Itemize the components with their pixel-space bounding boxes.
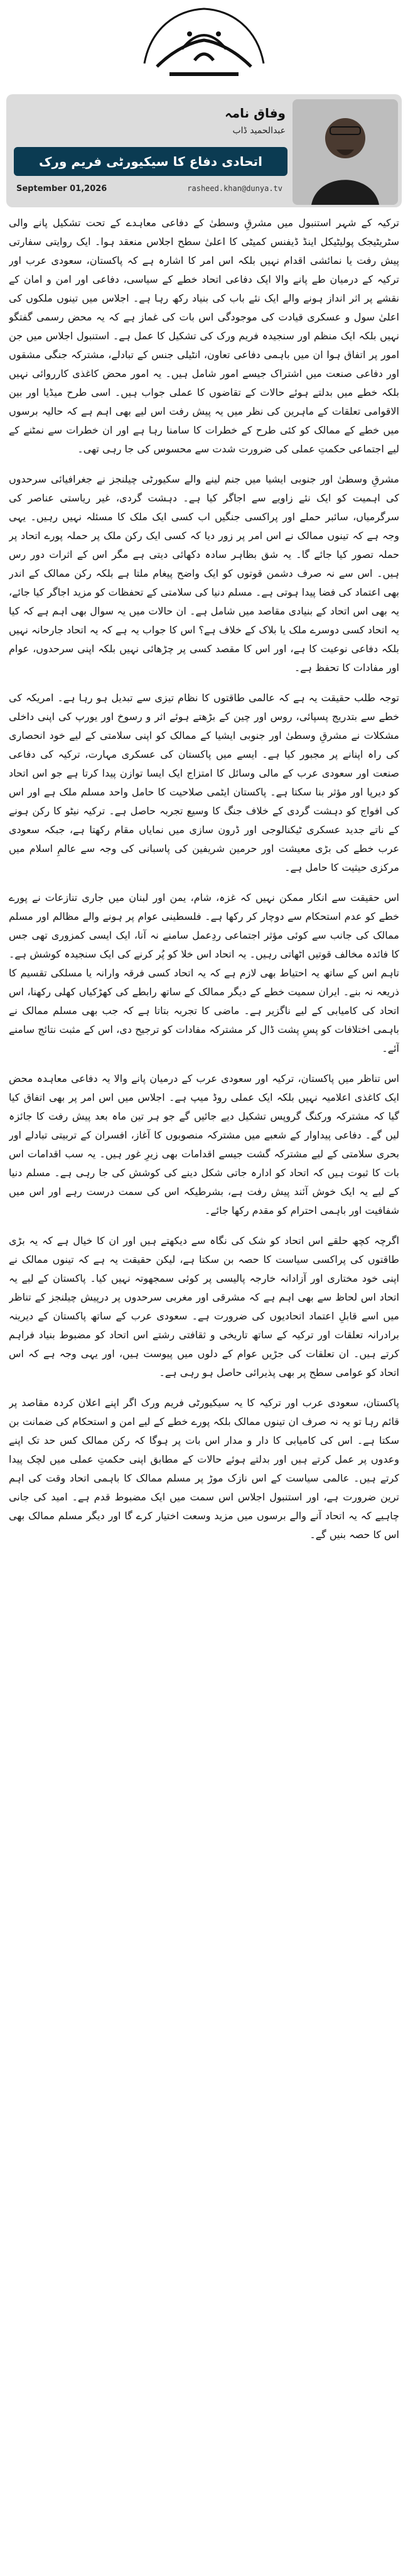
author-email: rasheed.khan@dunya.tv	[187, 184, 282, 193]
author-photo	[293, 99, 398, 205]
author-subtitle: عبدالحمید ڈاب	[232, 126, 286, 136]
article-paragraph: اگرچہ کچھ حلقے اس اتحاد کو شک کی نگاہ سے دیکھتے ہیں اور ان کا خیال ہے کہ یہ بڑی طاقتوں کی پراکسی سیاست کا حصہ بن سکتا ہے، لیکن حقیقت یہ ہے کہ تینوں ممالک نے اپنی خود مختاری اور آزادانہ خارجہ پالیسی پر کوئی سمجھوتہ نہیں کیا۔ پاکستان کے لیے یہ اتحاد اس لحاظ سے بھی اہم ہے کہ مشرقی اور مغربی سرحدوں پر درپیش چیلنجز کے تناظر میں اسے قابلِ اعتماد اتحادیوں کی ضرورت ہے۔ سعودی عرب کے ساتھ پاکستان کے دیرینہ برادرانہ تعلقات اور ترکیہ کے ساتھ تاریخی و ثقافتی رشتے اس اتحاد کو مضبوط بنیاد فراہم کرتے ہیں۔ ان تعلقات کی جڑیں عوام کے دلوں میں پیوست ہیں، اور یہی وجہ ہے کہ اس اتحاد کو عوامی سطح پر بھی پذیرائی حاصل ہو رہی ہے۔	[9, 1235, 399, 1378]
author-name: وفاق نامہ	[224, 106, 286, 121]
article-header	[6, 94, 402, 207]
article-body	[9, 214, 399, 2570]
article-paragraph: پاکستان، سعودی عرب اور ترکیہ کا یہ سیکیورٹی فریم ورک اگر اپنے اعلان کردہ مقاصد پر قائم رہا تو یہ نہ صرف ان تینوں ممالک بلکہ پورے خطے کے لیے امن و استحکام کی ضمانت بن سکتا ہے۔ اس کی کامیابی کا دار و مدار اس بات پر ہوگا کہ رکن ممالک کس حد تک اپنے وعدوں پر عمل کرتے ہیں اور بدلتے ہوئے حالات کے مطابق اپنی حکمتِ عملی میں لچک پیدا کرتے ہیں۔ عالمی سیاست کے اس نازک موڑ پر مسلم ممالک کا باہمی اتحاد وقت کی اہم ترین ضرورت ہے، اور استنبول اجلاس اس سمت میں ایک مضبوط قدم ہے۔ امید کی جانی چاہیے کہ یہ اتحاد آنے والے برسوں میں مزید وسعت اختیار کرے گا اور دیگر مسلم ممالک بھی اس کا حصہ بنیں گے۔	[9, 1397, 399, 1541]
article-paragraph: ترکیہ کے شہر استنبول میں مشرقِ وسطیٰ کے دفاعی معاہدے کے تحت تشکیل پانے والی سٹریٹیجک پولیٹیکل اینڈ ڈیفنس کمیٹی کا اعلیٰ سطح اجلاس منعقد ہوا۔ ایک روایتی سفارتی پیش رفت یا نمائشی اقدام نہیں بلکہ اس امر کا اشارہ ہے کہ پاکستان، سعودی عرب اور ترکیہ کے درمیان طے پانے والا ایک دفاعی اتحاد خطے کے سیاسی، دفاعی اور امن و امان کے نقشے پر اثر انداز ہونے والے ایک نئے باب کی بنیاد رکھ رہا ہے۔ اجلاس میں تینوں ملکوں کی اعلیٰ سول و عسکری قیادت کی موجودگی اس بات کی غماز ہے کہ یہ محض رسمی گفتگو نہیں بلکہ ایک منظم اور سنجیدہ فریم ورک کی تشکیل کا عمل ہے۔ استنبول اجلاس میں جن امور پر اتفاق ہوا ان میں باہمی دفاعی تعاون، انٹیلی جنس کے تبادلے، مشترکہ جنگی مشقوں اور دفاعی صنعت میں اشتراک جیسے امور شامل ہیں۔ یہ امور محض کاغذی کارروائی نہیں بلکہ خطے میں بدلتے ہوئے حالات کے تقاضوں کا عملی جواب ہیں۔ اسی طرح میڈیا اور بین الاقوامی تعلقات کے ماہرین کی نظر میں یہ پیش رفت اس لیے بھی اہم ہے کہ حالیہ برسوں میں خطے کے ممالک کو کئی طرح کے خطرات کا سامنا رہا ہے اور ان خطرات سے نمٹنے کے لیے اجتماعی حکمتِ عملی کی ضرورت شدت سے محسوس کی جا رہی تھی۔	[9, 217, 399, 455]
article-paragraph: توجہ طلب حقیقت یہ ہے کہ عالمی طاقتوں کا نظام تیزی سے تبدیل ہو رہا ہے۔ امریکہ کی خطے سے بتدریج پسپائی، روس اور چین کے بڑھتے ہوئے اثر و رسوخ اور یورپ کی اپنی داخلی مشکلات نے مشرقِ وسطیٰ اور جنوبی ایشیا کے ممالک کو اپنی سلامتی کے لیے خود انحصاری کی راہ اپنانے پر مجبور کیا ہے۔ ایسے میں پاکستان کی عسکری مہارت، ترکیہ کی دفاعی صنعت اور سعودی عرب کے مالی وسائل کا امتزاج ایک ایسا توازن پیدا کرتا ہے جو اس اتحاد کو دیرپا اور مؤثر بنا سکتا ہے۔ پاکستان ایٹمی صلاحیت کا حامل واحد مسلم ملک ہے اور اس کی افواج کو دہشت گردی کے خلاف جنگ کا وسیع تجربہ حاصل ہے۔ ترکیہ نیٹو کا رکن ہونے کے ناتے جدید عسکری ٹیکنالوجی اور ڈرون سازی میں نمایاں مقام رکھتا ہے، جبکہ سعودی عرب خطے کی بڑی معیشت اور حرمین شریفین کی پاسبانی کی وجہ سے عالمِ اسلام میں مرکزی حیثیت کا حامل ہے۔	[9, 692, 399, 873]
article-paragraph: اس حقیقت سے انکار ممکن نہیں کہ غزہ، شام، یمن اور لبنان میں جاری تنازعات نے پورے خطے کو عدم استحکام سے دوچار کر رکھا ہے۔ فلسطینی عوام پر ہونے والے مظالم اور مسلم ممالک کی جانب سے کوئی مؤثر اجتماعی ردِعمل سامنے نہ آنا، ایک ایسی کمزوری تھی جس کا فائدہ مخالف قوتیں اٹھاتی رہیں۔ یہ اتحاد اس خلا کو پُر کرنے کی ایک سنجیدہ کوشش ہے۔ تاہم اس کے ساتھ یہ احتیاط بھی لازم ہے کہ یہ اتحاد کسی فرقہ وارانہ یا مسلکی تقسیم کا ذریعہ نہ بنے۔ ایران سمیت خطے کے دیگر ممالک کے ساتھ رابطے کی کھڑکیاں کھلی رکھنا، اس اتحاد کی کامیابی کے لیے ناگزیر ہے۔ ماضی کا تجربہ بتاتا ہے کہ جب بھی مسلم ممالک نے باہمی اختلافات کو پسِ پشت ڈال کر مشترکہ مفادات کو ترجیح دی، اس کے مثبت نتائج سامنے آئے۔	[9, 892, 399, 1054]
masthead	[0, 0, 408, 88]
article-title: اتحادی دفاع کا سیکیورٹی فریم ورک	[14, 147, 287, 176]
publish-date: September 01,2026	[16, 184, 107, 194]
article-paragraph: اس تناظر میں پاکستان، ترکیہ اور سعودی عرب کے درمیان پانے والا یہ دفاعی معاہدہ محض ایک کاغذی اعلامیہ نہیں بلکہ ایک عملی روڈ میپ ہے۔ اجلاس میں اس امر پر بھی اتفاق کیا گیا کہ مشترکہ ورکنگ گروپس تشکیل دیے جائیں گے جو ہر تین ماہ بعد پیش رفت کا جائزہ لیں گے۔ دفاعی پیداوار کے شعبے میں مشترکہ منصوبوں کا آغاز، افسران کے تربیتی تبادلے اور بحری سلامتی کے لیے مشترکہ گشت جیسے اقدامات بھی زیرِ غور ہیں۔ یہ سب اقدامات اس بات کا ثبوت ہیں کہ اتحاد کو ادارہ جاتی شکل دینے کی کوشش کی جا رہی ہے۔ مسلم دنیا کے لیے یہ ایک خوش آئند پیش رفت ہے، بشرطیکہ اس کی سمت درست رہے اور اس میں شفافیت اور باہمی احترام کو مقدم رکھا جائے۔	[9, 1072, 399, 1216]
dunya-logo	[138, 4, 270, 84]
article-paragraph: مشرقِ وسطیٰ اور جنوبی ایشیا میں جنم لینے والے سکیورٹی چیلنجز نے جغرافیائی سرحدوں کی اہمیت کو ایک نئے زاویے سے اجاگر کیا ہے۔ دہشت گردی، غیر ریاستی عناصر کی سرگرمیاں، سائبر حملے اور پراکسی جنگیں اب کسی ایک ملک کا مسئلہ نہیں رہیں۔ یہی وجہ ہے کہ تینوں ممالک نے اس امر پر زور دیا کہ کسی ایک رکن ملک پر حملہ پورے اتحاد پر حملہ تصور کیا جائے گا۔ یہ شق بظاہر سادہ دکھائی دیتی ہے مگر اس کے اثرات دور رس ہیں۔ اس سے نہ صرف دشمن قوتوں کو ایک واضح پیغام ملتا ہے بلکہ رکن ممالک کے اندر بھی اعتماد کی فضا پیدا ہوتی ہے۔ مسلم دنیا کی سلامتی کے تحفظات کو مزید اجاگر کیا جائے، یہ بھی اس اتحاد کے بنیادی مقاصد میں شامل ہے۔ ان حالات میں یہ سوال بھی اہم ہے کہ کیا یہ اتحاد کسی دوسرے ملک یا بلاک کے خلاف ہے؟ اس کا جواب یہ ہے کہ یہ اتحاد جارحانہ نہیں بلکہ دفاعی نوعیت کا ہے، اور اس کا مقصد کسی پر چڑھائی نہیں بلکہ اپنی سرحدوں، عوام اور مفادات کا تحفظ ہے۔	[9, 473, 399, 674]
